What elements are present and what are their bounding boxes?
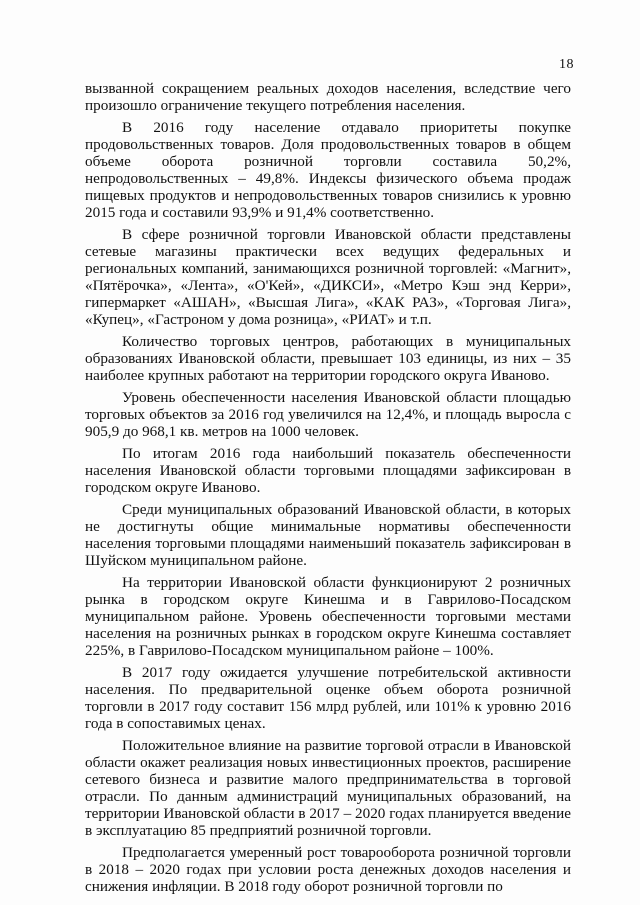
paragraph-9: В 2017 году ожидается улучшение потребительской активности населения. По предварительной оценке объем оборота розничной торговли в 2017 году составит 156 млрд рублей, или 101% к уровню 2016 года в сопоставимых ценах. bbox=[85, 664, 571, 732]
paragraph-11: Предполагается умеренный рост товарооборота розничной торговли в 2018 – 2020 годах при условии роста денежных доходов населения и снижения инфляции. В 2018 году оборот розничной торговли по bbox=[85, 844, 571, 895]
paragraph-7: Среди муниципальных образований Ивановской области, в которых не достигнуты общие минимальные нормативы обеспеченности населения торговыми площадями наименьший показатель зафиксирован в Шуйском муниципальном районе. bbox=[85, 501, 571, 569]
paragraph-10: Положительное влияние на развитие торговой отрасли в Ивановской области окажет реализация новых инвестиционных проектов, расширение сетевого бизнеса и развитие малого предпринимательства в торговой отрасли. По данным администраций муниципальных образований, на территории Ивановской области в 2017 – 2020 годах планируется введение в эксплуатацию 85 предприятий розничной торговли. bbox=[85, 737, 571, 839]
paragraph-3: В сфере розничной торговли Ивановской области представлены сетевые магазины практически всех ведущих федеральных и региональных компаний, занимающихся розничной торговлей: «Магнит», «Пятёрочка», «Лента», «О'Кей», «ДИКСИ», «Метро Кэш энд Керри», гипермаркет «АШАН», «Высшая Лига», «КАК РАЗ», «Торговая Лига», «Купец», «Гастроном у дома розница», «РИАТ» и т.п. bbox=[85, 226, 571, 328]
paragraph-2: В 2016 году население отдавало приоритеты покупке продовольственных товаров. Доля продовольственных товаров в общем объеме оборота розничной торговли составила 50,2%, непродовольственных – 49,8%. Индексы физического объема продаж пищевых продуктов и непродовольственных товаров снизились к уровню 2015 года и составили 93,9% и 91,4% соответственно. bbox=[85, 119, 571, 221]
paragraph-8: На территории Ивановской области функционируют 2 розничных рынка в городском округе Кинешма и в Гаврилово-Посадском муниципальном районе. Уровень обеспеченности торговыми местами населения на розничных рынках в городском округе Кинешма составляет 225%, в Гаврилово-Посадском муниципальном районе – 100%. bbox=[85, 574, 571, 659]
paragraph-6: По итогам 2016 года наибольший показатель обеспеченности населения Ивановской области торговыми площадями зафиксирован в городском округе Иваново. bbox=[85, 445, 571, 496]
body-text bbox=[85, 80, 571, 895]
page-number: 18 bbox=[559, 57, 574, 72]
paragraph-5: Уровень обеспеченности населения Ивановской области площадью торговых объектов за 2016 год увеличился на 12,4%, и площадь выросла с 905,9 до 968,1 кв. метров на 1000 человек. bbox=[85, 389, 571, 440]
paragraph-4: Количество торговых центров, работающих в муниципальных образованиях Ивановской области, превышает 103 единицы, из них – 35 наиболее крупных работают на территории городского округа Иваново. bbox=[85, 333, 571, 384]
paragraph-1: вызванной сокращением реальных доходов населения, вследствие чего произошло ограничение текущего потребления населения. bbox=[85, 80, 571, 114]
